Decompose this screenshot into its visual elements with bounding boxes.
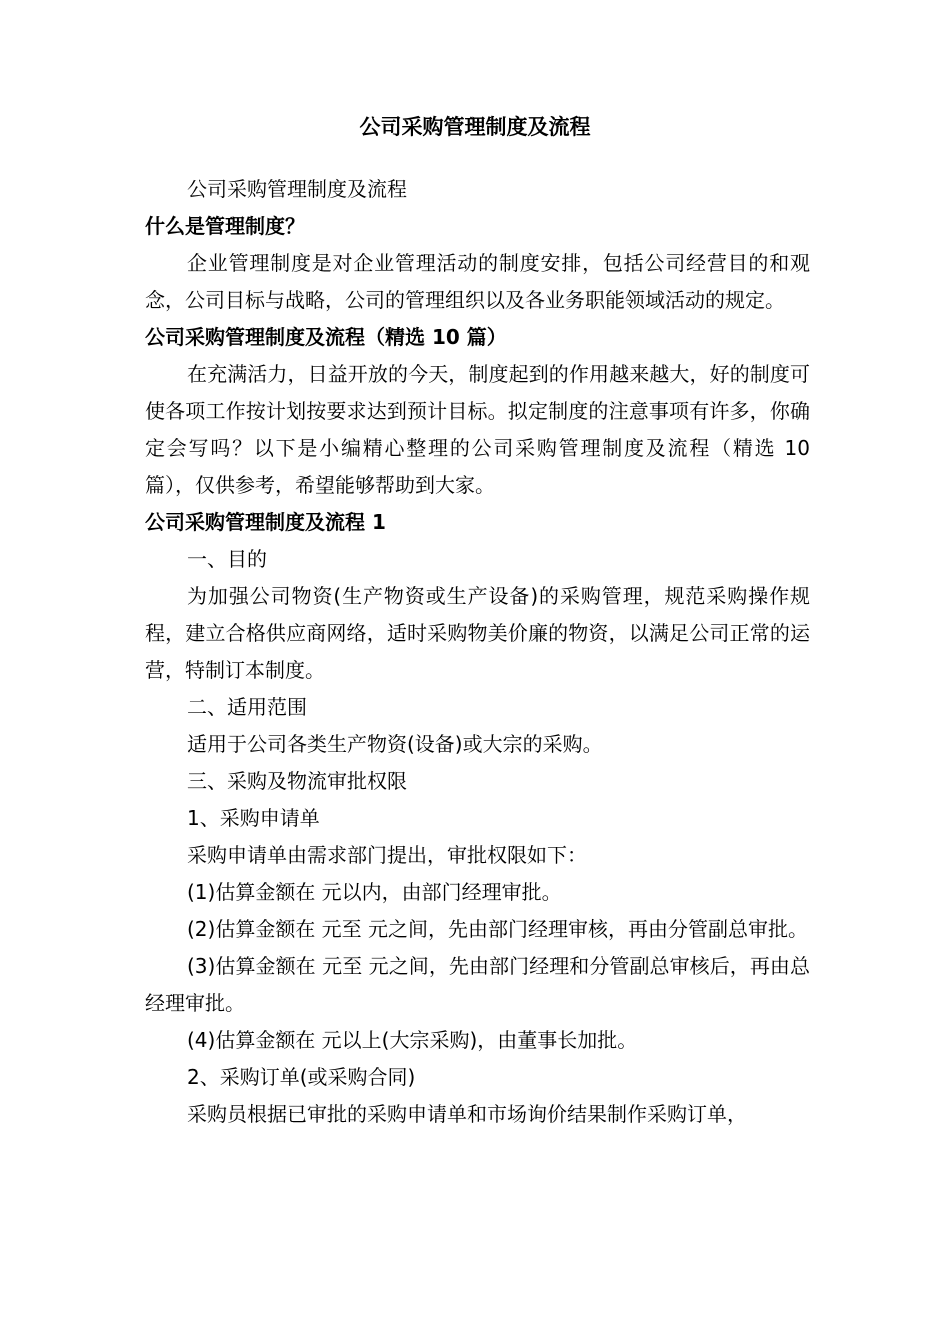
document-title: 公司采购管理制度及流程 <box>359 115 591 139</box>
section-heading: 什么是管理制度？ <box>145 214 305 238</box>
paragraph: (4)估算金额在 元以上(大宗采购)，由董事长加批。 <box>187 1028 638 1052</box>
paragraph: 1、采购申请单 <box>187 806 320 830</box>
paragraph: 采购申请单由需求部门提出，审批权限如下： <box>187 843 587 867</box>
paragraph: 采购员根据已审批的采购申请单和市场询价结果制作采购订单， <box>187 1102 747 1126</box>
paragraph: (2)估算金额在 元至 元之间，先由部门经理审核，再由分管副总审批。 <box>187 917 809 941</box>
paragraph: 为加强公司物资(生产物资或生产设备)的采购管理，规范采购操作规程，建立合格供应商网络，适时采购物美价廉的物资，以满足公司正常的运营，特制订本制度。 <box>145 584 810 682</box>
paragraph: (3)估算金额在 元至 元之间，先由部门经理和分管副总审核后，再由总经理审批。 <box>145 954 810 1015</box>
paragraph: 二、适用范围 <box>187 695 307 719</box>
paragraph: 适用于公司各类生产物资(设备)或大宗的采购。 <box>187 732 603 756</box>
paragraph: 在充满活力，日益开放的今天，制度起到的作用越来越大，好的制度可使各项工作按计划按要求达到预计目标。拟定制度的注意事项有许多，你确定会写吗？以下是小编精心整理的公司采购管理制度及流程（精选 10 篇），仅供参考，希望能够帮助到大家。 <box>145 362 810 497</box>
paragraph: 企业管理制度是对企业管理活动的制度安排，包括公司经营目的和观念，公司目标与战略，公司的管理组织以及各业务职能领域活动的规定。 <box>145 251 810 312</box>
paragraph: 2、采购订单(或采购合同) <box>187 1065 416 1089</box>
paragraph: 公司采购管理制度及流程 <box>187 177 407 201</box>
section-heading: 公司采购管理制度及流程（精选 10 篇） <box>145 325 507 349</box>
paragraph: 一、目的 <box>187 547 267 571</box>
section-heading: 公司采购管理制度及流程 1 <box>145 510 386 534</box>
document-body <box>145 171 810 1133</box>
paragraph: 三、采购及物流审批权限 <box>187 769 407 793</box>
paragraph: (1)估算金额在 元以内，由部门经理审批。 <box>187 880 562 904</box>
